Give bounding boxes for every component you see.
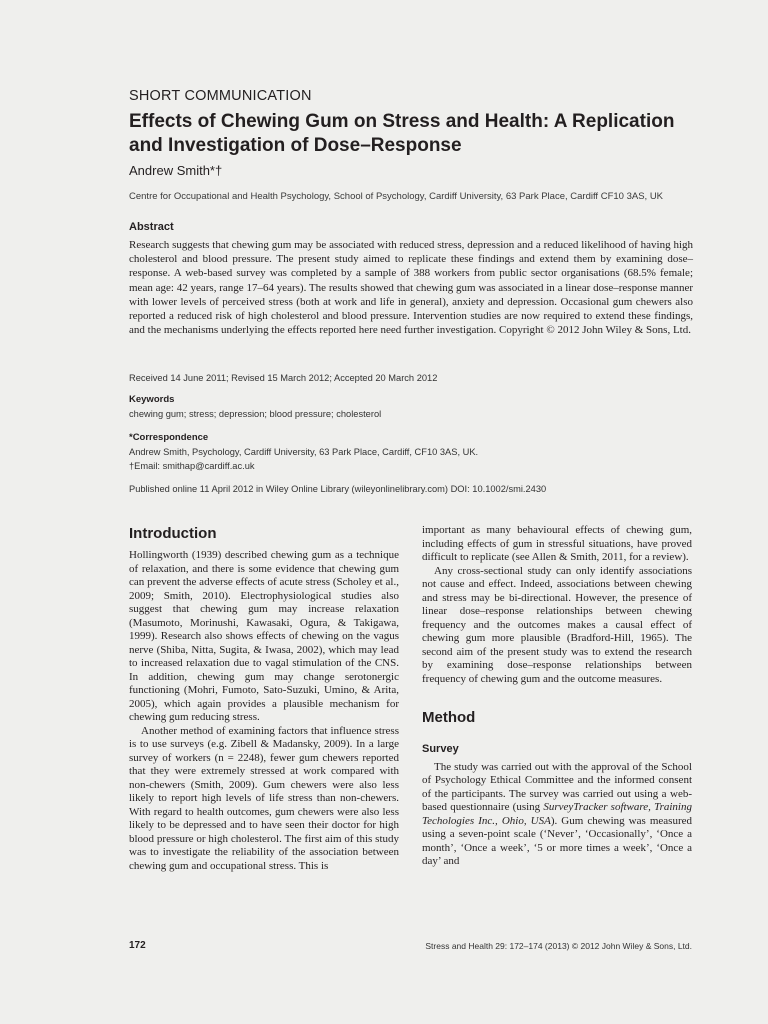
- survey-subheading: Survey: [422, 743, 459, 755]
- article-title: Effects of Chewing Gum on Stress and Health: A Replication and Investigation of Dose–Response: [129, 111, 675, 156]
- introduction-heading: Introduction: [129, 525, 217, 542]
- article-type: SHORT COMMUNICATION: [129, 88, 312, 104]
- correspondence-email: †Email: smithap@cardiff.ac.uk: [129, 461, 255, 471]
- method-heading: Method: [422, 709, 476, 726]
- author-name: Andrew Smith*†: [129, 163, 223, 178]
- journal-citation: Stress and Health 29: 172–174 (2013) © 2012 John Wiley & Sons, Ltd.: [425, 941, 692, 951]
- survey-paragraph: [422, 761, 692, 869]
- intro-paragraph-2: Another method of examining factors that influence stress is to use surveys (e.g. Zibell & Madansky, 2009). In a large survey of workers (n = 2248), fewer gum chewers reported that they were extremely stressed at work compared with non-chewers (Smith, 2009). Gum chewers were also less likely to report high levels of life stress than non-chewers. With regard to health outcomes, gum chewers were also less likely to be depressed and to have seen their doctor for high blood pressure or high cholesterol. The first aim of this study was to investigate the reliability of the association between chewing gum and occupational stress. This is: [129, 724, 399, 872]
- author-affiliation: Centre for Occupational and Health Psychology, School of Psychology, Cardiff University, 63 Park Place, Cardiff CF10 3AS, UK: [129, 191, 664, 202]
- correspondence-address: Andrew Smith, Psychology, Cardiff University, 63 Park Place, Cardiff, CF10 3AS, UK.: [129, 447, 479, 457]
- right-column: [422, 524, 692, 869]
- intro-paragraph-3: important as many behavioural effects of chewing gum, including effects of gum in stressful situations, have proved difficult to replicate (see Allen & Smith, 2011, for a review).: [422, 524, 692, 563]
- received-dates: Received 14 June 2011; Revised 15 March 2012; Accepted 20 March 2012: [129, 373, 438, 383]
- abstract-text: Research suggests that chewing gum may be associated with reduced stress, depression and a reduced likelihood of having high cholesterol and blood pressure. The present study aimed to replicate these findings and extend them by examining dose–response. A web-based survey was completed by a sample of 388 workers from public sector organisations (68.5% female; mean age: 42 years, range 17–64 years). The results showed that chewing gum was associated in a linear dose–response manner with lower levels of perceived stress (both at work and life in general), anxiety and depression. Occasional gum chewers also reported a reduced risk of high cholesterol and blood pressure. Intervention studies are now required to extend these findings, and the mechanisms underlying the effects reported here need further investigation. Copyright © 2012 John Wiley & Sons, Ltd.: [129, 239, 693, 337]
- page-number: 172: [129, 940, 146, 951]
- survey-text-start: The study was carried out with the approval of the School of Psychology Ethical Committee and the informed consent of the participants. The survey was carried out using a web-based questionnaire (using: [422, 760, 692, 813]
- intro-paragraph-1: Hollingworth (1939) described chewing gum as a technique of relaxation, and there is some evidence that chewing gum can prevent the adverse effects of acute stress (Scholey et al., 2009; Smith, 2010). Electrophysiological studies also suggest that chewing gum may increase relaxation (Masumoto, Morinushi, Kawasaki, Ogura, & Takigawa, 1999). Research also shows effects of chewing on the vagus nerve (Shiba, Nitta, Sugita, & Iwasa, 2002), which may lead to increased relaxation due to vagal stimulation of the CNS. In addition, chewing gum may change serotonergic functioning (Mohri, Fumoto, Sato-Suzuki, Umino, & Arita, 2005), which again provides a plausible mechanism for chewing gum reducing stress.: [129, 549, 399, 723]
- publication-info: Published online 11 April 2012 in Wiley Online Library (wileyonlinelibrary.com) DOI: 10.1002/smi.2430: [129, 484, 547, 494]
- keywords-heading: Keywords: [129, 394, 175, 405]
- intro-paragraph-4: Any cross-sectional study can only identify associations not cause and effect. Indeed, associations between chewing and stress may be bi-directional. However, the presence of linear dose–response relationships between chewing frequency and the outcomes makes a causal effect of chewing gum more plausible (Bradford-Hill, 1965). The second aim of the present study was to extend the research by examining dose–response relationships between frequency of chewing gum and the outcome measures.: [422, 564, 692, 685]
- keywords-list: chewing gum; stress; depression; blood pressure; cholesterol: [129, 409, 382, 419]
- abstract-heading: Abstract: [129, 221, 174, 233]
- survey-text-end: ). Gum chewing was measured using a seven-point scale (‘Never’, ‘Occasionally’, ‘Once a month’, ‘Once a week’, ‘5 or more times a week’, ‘Once a day’ and: [422, 814, 693, 867]
- survey-software-name: SurveyTracker software, Training Techologies Inc., Ohio, USA: [422, 801, 692, 827]
- left-column: [129, 524, 399, 873]
- correspondence-heading: *Correspondence: [129, 432, 209, 443]
